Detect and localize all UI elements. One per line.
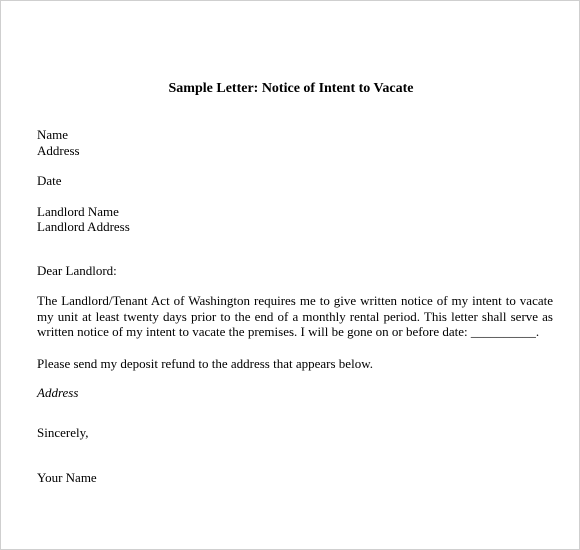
salutation: Dear Landlord:: [37, 263, 117, 278]
deposit-request: Please send my deposit refund to the address that appears below.: [37, 356, 373, 371]
body-line: written notice of my intent to vacate the premises. I will be gone on or before date: __________.: [37, 324, 540, 339]
body-line: The Landlord/Tenant Act of Washington requires me to give written notice of my intent to vacate: [37, 293, 553, 308]
letter-date: Date: [37, 173, 62, 188]
closing: Sincerely,: [37, 425, 89, 440]
forwarding-address: Address: [37, 385, 79, 400]
sender-name: Name: [37, 127, 69, 142]
landlord-address: Landlord Address: [37, 219, 130, 234]
body-paragraph: [37, 293, 553, 340]
letter-title: Sample Letter: Notice of Intent to Vacate: [168, 81, 414, 96]
landlord-name: Landlord Name: [37, 204, 119, 219]
sender-address: Address: [37, 143, 80, 158]
body-line: my unit at least twenty days prior to the end of a monthly rental period. This letter shall serve as: [37, 308, 553, 324]
signature-name: Your Name: [37, 470, 97, 485]
